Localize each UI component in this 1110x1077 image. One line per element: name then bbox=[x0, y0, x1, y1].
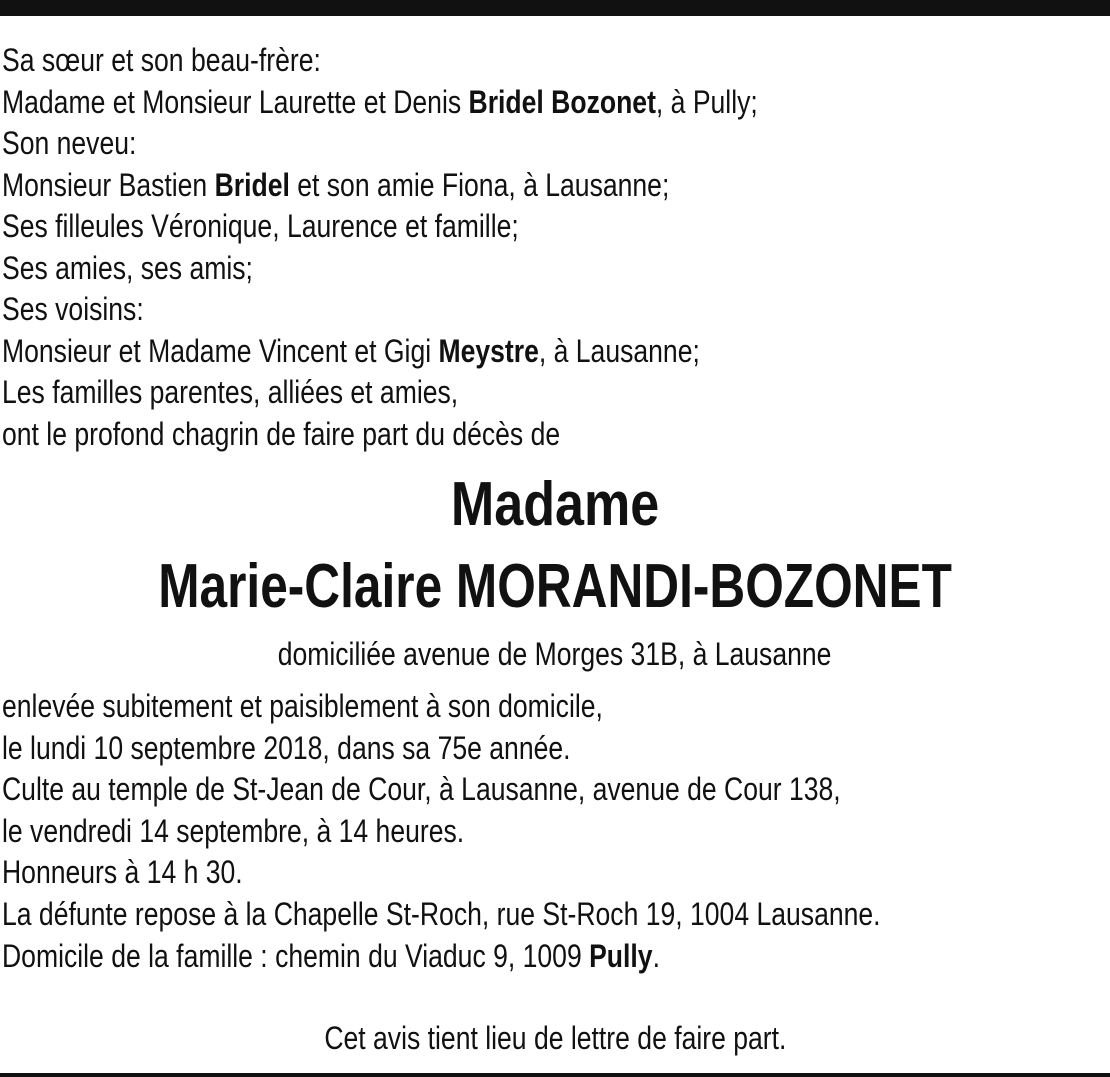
family-line: Sa sœur et son beau-frère: bbox=[2, 42, 321, 78]
bottom-border-rule bbox=[0, 1073, 1110, 1077]
family-line: Madame et Monsieur Laurette et Denis Bridel Bozonet, à Pully; bbox=[2, 83, 758, 120]
family-line: Son neveu: bbox=[2, 125, 137, 161]
family-line: Monsieur Bastien Bridel et son amie Fiona, à Lausanne; bbox=[2, 166, 670, 203]
detail-line: le lundi 10 septembre 2018, dans sa 75e année. bbox=[2, 729, 571, 766]
deceased-name-heading: Marie-Claire MORANDI-BOZONET bbox=[158, 552, 952, 621]
footer-note: Cet avis tient lieu de lettre de faire part. bbox=[323, 1020, 787, 1056]
deceased-address: domiciliée avenue de Morges 31B, à Lausanne bbox=[278, 636, 832, 672]
detail-line: Domicile de la famille : chemin du Viaduc 9, 1009 Pully. bbox=[2, 937, 660, 974]
family-line: ont le profond chagrin de faire part du décès de bbox=[2, 415, 561, 452]
honorific-heading: Madame bbox=[450, 470, 660, 539]
family-line: Ses filleules Véronique, Laurence et famille; bbox=[2, 208, 519, 244]
detail-line: le vendredi 14 septembre, à 14 heures. bbox=[2, 812, 465, 849]
family-list bbox=[2, 40, 913, 455]
family-line: Les familles parentes, alliées et amies, bbox=[2, 374, 459, 410]
family-line: Ses voisins: bbox=[2, 291, 144, 327]
top-border-rule bbox=[0, 0, 1110, 16]
family-line: Ses amies, ses amis; bbox=[2, 249, 253, 286]
funeral-details bbox=[2, 686, 1060, 977]
detail-line: Culte au temple de St-Jean de Cour, à Lausanne, avenue de Cour 138, bbox=[2, 771, 841, 808]
family-line: Monsieur et Madame Vincent et Gigi Meystre, à Lausanne; bbox=[2, 332, 700, 369]
detail-line: La défunte repose à la Chapelle St-Roch, rue St-Roch 19, 1004 Lausanne. bbox=[2, 895, 881, 932]
detail-line: enlevée subitement et paisiblement à son domicile, bbox=[2, 688, 603, 724]
detail-line: Honneurs à 14 h 30. bbox=[2, 854, 243, 891]
